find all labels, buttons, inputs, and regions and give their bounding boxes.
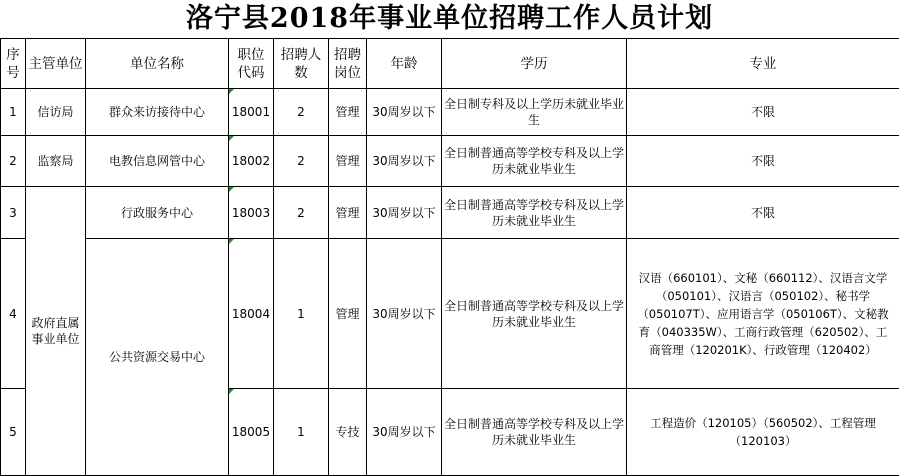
header-post: 招聘岗位	[329, 39, 367, 89]
header-seq: 序号	[1, 39, 26, 89]
cell-unit: 公共资源交易中心	[86, 239, 229, 476]
cell-seq: 5	[1, 389, 26, 476]
header-age: 年龄	[367, 39, 442, 89]
cell-post: 管理	[329, 89, 367, 136]
cell-post: 管理	[329, 239, 367, 389]
page-title: 洛宁县2018年事业单位招聘工作人员计划	[0, 0, 899, 38]
table-row	[1, 187, 899, 239]
header-major: 专业	[627, 39, 899, 89]
table-row	[1, 136, 899, 187]
header-count: 招聘人数	[274, 39, 329, 89]
cell-age: 30周岁以下	[367, 187, 442, 239]
cell-age: 30周岁以下	[367, 239, 442, 389]
cell-post: 管理	[329, 136, 367, 187]
cell-dept: 信访局	[26, 89, 86, 136]
cell-seq: 1	[1, 89, 26, 136]
cell-major: 不限	[627, 136, 899, 187]
cell-code: 18005	[229, 389, 274, 476]
cell-age: 30周岁以下	[367, 89, 442, 136]
cell-code: 18002	[229, 136, 274, 187]
cell-edu: 全日制专科及以上学历未就业毕业生	[442, 89, 627, 136]
cell-post: 专技	[329, 389, 367, 476]
cell-dept: 政府直属事业单位	[26, 187, 86, 476]
cell-count: 1	[274, 239, 329, 389]
cell-count: 2	[274, 89, 329, 136]
header-dept: 主管单位	[26, 39, 86, 89]
table-row	[1, 89, 899, 136]
cell-unit: 群众来访接待中心	[86, 89, 229, 136]
cell-count: 1	[274, 389, 329, 476]
cell-seq: 2	[1, 136, 26, 187]
recruitment-table	[0, 38, 899, 476]
cell-edu: 全日制普通高等学校专科及以上学历未就业毕业生	[442, 136, 627, 187]
cell-edu: 全日制普通高等学校专科及以上学历未就业毕业生	[442, 187, 627, 239]
table-header-row	[1, 39, 899, 89]
cell-major: 不限	[627, 187, 899, 239]
header-code: 职位代码	[229, 39, 274, 89]
table-row	[1, 239, 899, 389]
cell-unit: 行政服务中心	[86, 187, 229, 239]
cell-code: 18003	[229, 187, 274, 239]
cell-age: 30周岁以下	[367, 136, 442, 187]
cell-edu: 全日制普通高等学校专科及以上学历未就业毕业生	[442, 389, 627, 476]
cell-major: 汉语（660101）、文秘（660112）、汉语言文学（050101）、汉语言（050102）、秘书学（050107T）、应用语言学（050106T）、文秘教育（040335W）、工商行政管理（620502）、工商管理（120201K）、行政管理（120402）	[627, 239, 899, 389]
cell-post: 管理	[329, 187, 367, 239]
cell-unit: 电教信息网管中心	[86, 136, 229, 187]
cell-dept: 监察局	[26, 136, 86, 187]
cell-count: 2	[274, 187, 329, 239]
cell-count: 2	[274, 136, 329, 187]
cell-seq: 3	[1, 187, 26, 239]
cell-major: 工程造价（120105）（560502）、工程管理（120103）	[627, 389, 899, 476]
header-unit: 单位名称	[86, 39, 229, 89]
cell-code: 18001	[229, 89, 274, 136]
cell-major: 不限	[627, 89, 899, 136]
cell-seq: 4	[1, 239, 26, 389]
cell-age: 30周岁以下	[367, 389, 442, 476]
cell-edu: 全日制普通高等学校专科及以上学历未就业毕业生	[442, 239, 627, 389]
header-edu: 学历	[442, 39, 627, 89]
cell-code: 18004	[229, 239, 274, 389]
